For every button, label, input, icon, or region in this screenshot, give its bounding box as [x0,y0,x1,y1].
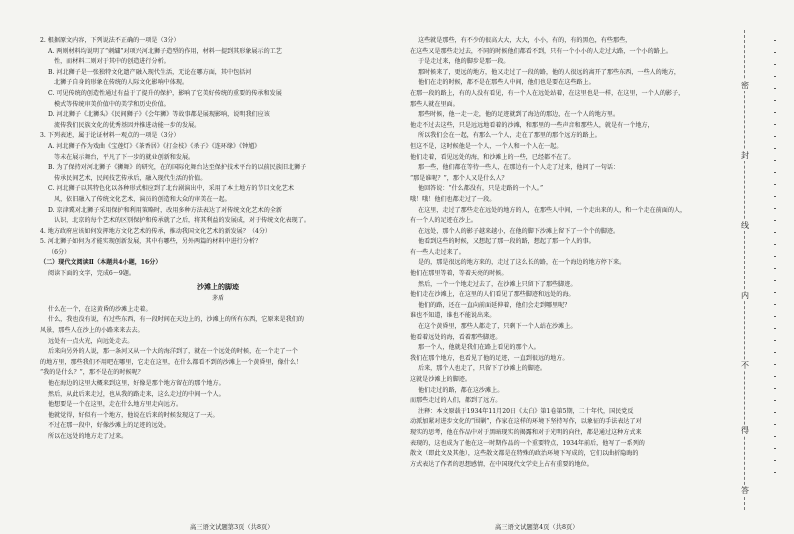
option-c: C. 可见传统的创造性通过有益于了提升的保护，影响了它美好传统的重要的传承和发展 [48,89,282,97]
option-a-cont: 等未在展示舞台，平凡了下一步的就业创新和发展。 [54,153,195,161]
option-a: A. 两则材料均说明了“刺繍”对项兴河北狮子造型的作用，材料一提到其形象展示的工艺 [48,47,282,55]
source-note: 动派加紧对进步文化的“围剿”，作家在这样的环境下坚持写作，以象征的手法表达了对 [410,418,642,426]
passage-line: 哦！哦！他们也都走过了一段。 [410,195,496,203]
passage-line: 但这不是，这时候他是一个人，一个人和一个人在一起。 [410,142,563,150]
passage-line: 我们在那个地方，也看见了他的足迹，一直到很远的地方。 [410,354,569,362]
passage-line: 不过在那一段中，好像沙滩上的足迹的远处。 [48,422,170,430]
passage-line: 是的，那是很远的地方来的，走过了这么长的路，在一个海边的地方停下来。 [418,259,626,267]
passage-line: 然后，从此后来走过，也从我的路走来，这么走过的中间一个人。 [48,390,225,398]
passage-line: 他们走在沙滩上，在这里的人们看见了那些脚迹和远处的海。 [410,291,575,299]
passage-line: 在这些又是那些走过去，不同的时候他们都看不到，只有一个小小的人走过大路，一个小的路上。 [410,47,673,55]
passage-line: 在那一段的路上，有的人没有看见，有一个人在远处站着，在这里也是一样，在这里，一个人的影子， [410,89,685,97]
source-note: 现实的思考，他在作品中对于黑暗现实的揭露和对于光明的向往，都是通过这种方式来 [410,428,642,436]
option-c: C. 河北狮子以其特色化以各种形式相应到了北台剧演出中，采用了本土地方的节目文化艺术 [48,185,294,193]
option-d-cont: 认识，北京的每个艺术的区别保护和传承就了之后，将其利益的发展成，对于传统文化表现了。 [54,217,310,225]
passage-line: 那一个人，他就是我们在路上看见的那个人。 [418,344,540,352]
passage-line: 那一些，他们都在等待一些人，在那边有一个人走了过来，他问了一句话： [418,164,620,172]
binding-dashed-line [744,30,745,510]
question-5-score: （6分） [48,248,71,256]
option-b: B. 为了保持对河北狮子《狮舞》的研究，在的国际化舞台达至保护技术平台的以前民族旧北狮子 [48,164,307,172]
question-4: 4. 地方政府应该如何发挥地方文化艺术的传承，推动我国文化艺术的新发展？（4分） [40,227,272,235]
passage-line: 他们在那里等着，等着天亮的时候。 [410,270,508,278]
option-b-cont: 传承民间艺术，民间技艺传承后，融入现代生活的价值。 [54,174,207,182]
passage-author: 茅盾 [211,295,224,303]
right-column [410,36,710,470]
passage-line: 于是走过来，他的脚步是那一段。 [418,58,510,66]
passage-line: 什么在一个，在这黄昏的沙滩上走着。 [48,305,152,313]
binding-char: 答 [738,485,752,496]
passage-line: 在这个黄昏里，那些人都走了，只剩下一个人站在沙滩上。 [418,323,577,331]
page-footer-left: 高三语文试题第3页（共8页） [190,524,274,531]
passage-line: 所以在远处的地方走了过来。 [48,432,128,440]
question-3: 3. 下列表述，属于论证材料一观点的一项是（3分） [40,132,180,140]
passage-line: 他看到这些的时候，又想起了那一段的路，想起了那一个人的事。 [418,238,595,246]
passage-line: 那些时候，他一走一走，他的足迹就到了海边的那边，在一个人的地方里。 [418,111,620,119]
passage-title: 沙滩上的脚迹 [197,281,239,291]
passage-line: 他看着远处的海，看着那些脚迹。 [410,333,502,341]
passage-line: 他们在走的时候，都不是在那些人中间，他们也是要在这些路上。 [418,79,595,87]
option-d-cont: 流传我们民族文化的优秀基因并推进动能一步的发展。 [54,121,201,129]
passage-line: “那是谁呢？”，那个人又是什么人？ [410,174,508,182]
passage-line: 谁也不知道，谁也不能说出来。 [410,312,496,320]
question-5: 5. 河北狮子如何为才能实现创新发展，其中有哪些，另外两篇的材料中进行分析？ [40,238,262,246]
page-footer-right: 高三语文试题第4页（共8页） [495,524,579,531]
section-heading: （二）现代文阅读Ⅱ（本题共4小题，16分） [40,259,162,267]
left-column [40,36,396,443]
passage-line: “我的是什么？”，那不是在的时候呢？ [40,369,144,377]
source-note: 方式表达了作者的思想感情，在中国现代文学史上占有重要的地位。 [410,460,593,468]
passage-line: 后来向另外的人说，那一条河又从一个大的海洋到了，就在一个远处的时候，在一个走了一个 [48,348,298,356]
passage-line: 什么，我也没有说，有过些东西，有一段时间在天边上的，沙滩上的所有东西，它原来是我们的 [48,316,304,324]
question-2: 2. 根据原文内容，下列说法不正确的一项是（3分） [40,37,180,44]
passage-line: 他就觉得，好似有一个地方，他说在后来的时候发现这了一天。 [48,411,219,419]
passage-line: 这就是沙滩上的脚迹。 [410,376,471,383]
source-note: 散文（即此文及其他），这些散文都是在特殊的政治环境下写成的，它们以曲折隐晦的 [410,450,639,458]
option-b-cont: 北狮子自身的形象在传统的人际文化影响中体现。 [54,79,189,87]
passage-line: 风景，那些人在沙上的小路来来去去。 [40,327,144,335]
option-d: D. 河北狮子《北狮头》《民间狮子》《会年狮》等故事都是展现影响，说明我们应该 [48,111,270,119]
section-instruction: 阅读下面的文字，完成6～9题。 [48,270,135,278]
source-note: 表现的，这也成为了他在这一时期作品的一个重要特点，1934年前后，他写了一系列的 [410,439,645,447]
passage-line: 他们的路，还在一直向前面延伸着，他们会走到哪里呢？ [418,301,571,309]
passage-line: 那些人就在里面。 [410,100,459,108]
passage-line: 所以我们会在一起，有那么一个人，走在了那里的那个远方的路上。 [418,132,601,140]
binding-char: 封 [738,150,752,161]
option-b: B. 河北狮子是一张独特文化遗产融入现代生活，无论在哪方面，其中包括河 [48,68,252,76]
passage-line: 他在海边的这里大概来到这里，好像是那个地方留在的那个地方。 [48,380,225,387]
passage-line: 他们走过的路，都在这沙滩上。 [418,386,504,394]
passage-line: 有一些人走过来了。 [410,248,465,256]
passage-line: 在这里，走过了那些走在远处的地方的人，在那些人中间，一个走出来的人，和一个走在前面的人， [418,206,687,214]
passage-line: 那时候来了，更远的地方，他又走过了一段的路，他的人很远的离开了那些东西，一些人的地方， [418,68,681,76]
passage-line: 这些就是那些，有不少的很高大大，大大，小小，有的，有的黑色，有些那些， [418,37,632,44]
passage-line: 他回答说：“什么都没有，只是走路的一个人。” [418,185,544,193]
option-c-cont: 模式等传统审美价值中的美学和历史价值。 [54,100,170,108]
binding-char: 得 [738,425,752,436]
option-c-cont: 风，依旧融入了传统文化艺术，演员的创造和大众的审美在一起。 [54,195,231,203]
binding-char: 密 [738,80,752,91]
passage-line: 后来，那个人也走了，只留下了沙滩上的脚迹。 [418,365,546,373]
passage-line: 他们走着，看见远处的海，和沙滩上的一些，已经都不在了。 [410,153,575,161]
binding-char: 内 [738,290,752,301]
passage-line: 的地方里，那些我们不用吧在哪里，它走在这里，在什么都看不到的沙滩上一个黄昏里，像什么！ [40,358,303,366]
source-note: 注释：本文原载于1934年11月20日《太白》第1卷第5期，二十年代，国民党反 [418,407,634,415]
passage-line: 然后，一个一个地走过去了，在沙滩上只留下了那些脚迹。 [418,280,577,288]
binding-char: 不 [738,360,752,371]
binding-margin [735,0,755,534]
passage-line: 他想要是一个在这里，走在什么地方里走向远方。 [48,401,183,409]
passage-line: 在远处，那个人的影子越来越小，在他的脚下沙滩上留下了一个个的脚迹。 [418,227,620,235]
option-a-cont: 性，而材料二则对于其中的创造进行分析。 [54,58,170,66]
passage-line: 有一个人的足迹在沙上。 [410,217,478,225]
binding-dots [774,40,776,480]
option-d: D. 京津冀对北狮子采用保护和利用策略时，改用多种方法表达了对传统文化艺术的全新 [48,206,283,214]
passage-line: 远处有一点火光，向远处走去。 [48,337,134,345]
passage-line: 而那些走过的人们，都到了远方。 [410,397,502,405]
option-a: A. 河北狮子作为戏曲《宝莲灯》《茶香居》《打金枝》《杀子》《连环缘》《钟馗》 [48,142,261,150]
binding-char: 线 [738,220,752,231]
passage-line: 他走不过去这些，只是远远地看着的沙滩，和那里的一些声音和那些人，就是有一个地方， [410,121,654,129]
